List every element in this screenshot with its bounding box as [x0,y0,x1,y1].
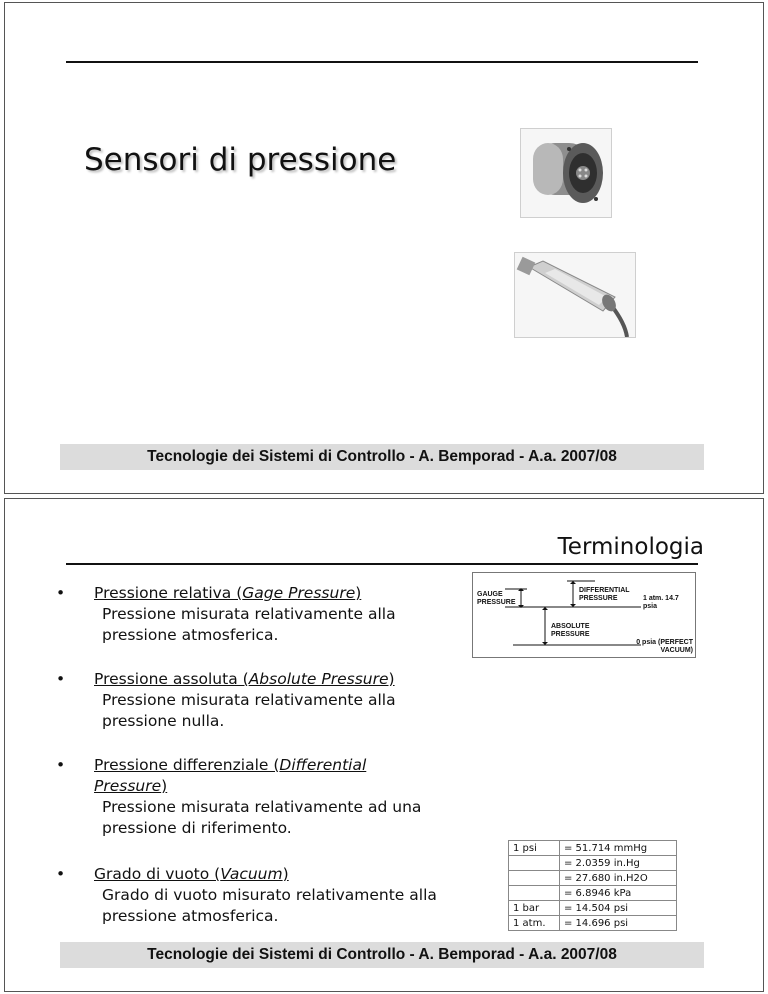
pressure-diagram [472,572,696,658]
bullet-vacuum [56,864,486,927]
bullet-head: Pressione relativa (Gage Pressure) [94,584,362,602]
bullet-dot: • [56,865,66,883]
bullet-body: Pressione misurata relativamente alla pressione atmosferica. [102,605,396,644]
gauge-pressure-label: GAUGE PRESSURE [477,591,516,606]
table-row: = 2.0359 in.Hg [509,856,677,871]
unit-conversion-table [508,840,677,931]
bullet-absolute [56,669,486,732]
bullet-differential [56,755,486,839]
table-row: = 6.8946 kPa [509,886,677,901]
bullet-gage [56,583,486,646]
atm-label: 1 atm. 14.7 psia [643,595,679,610]
bullet-body: Grado di vuoto misurato relativamente alla pressione atmosferica. [102,886,437,925]
table-row: = 27.680 in.H2O [509,871,677,886]
slide-2-title: Terminologia [557,534,704,560]
bullet-dot: • [56,670,66,688]
slide-2-top-rule [66,563,698,565]
table-row: 1 bar = 14.504 psi [509,901,677,916]
bullet-head: Grado di vuoto (Vacuum) [94,865,289,883]
table-row: 1 atm. = 14.696 psi [509,916,677,931]
bullet-head: Pressione differenziale (Differential Pressure) [94,756,367,795]
slide-2-footer: Tecnologie dei Sistemi di Controllo - A. Bemporad - A.a. 2007/08 [60,942,704,968]
bullet-body: Pressione misurata relativamente alla pressione nulla. [102,691,396,730]
bullet-dot: • [56,756,66,774]
slide-1-footer: Tecnologie dei Sistemi di Controllo - A. Bemporad - A.a. 2007/08 [60,444,704,470]
bullet-body: Pressione misurata relativamente ad una pressione di riferimento. [102,798,422,837]
pressure-sensor-photo-1 [520,128,612,218]
zero-psia-label: 0 psia (PERFECT VACUUM) [636,639,693,654]
bullet-head: Pressione assoluta (Absolute Pressure) [94,670,395,688]
differential-pressure-label: DIFFERENTIAL PRESSURE [579,587,630,602]
slide-1-top-rule [66,61,698,63]
bullet-dot: • [56,584,66,602]
slide-1-title: Sensori di pressione [84,142,397,178]
table-row: 1 psi = 51.714 mmHg [509,841,677,856]
absolute-pressure-label: ABSOLUTE PRESSURE [551,623,590,638]
pressure-sensor-photo-2 [514,252,636,338]
slide-1 [4,2,764,494]
